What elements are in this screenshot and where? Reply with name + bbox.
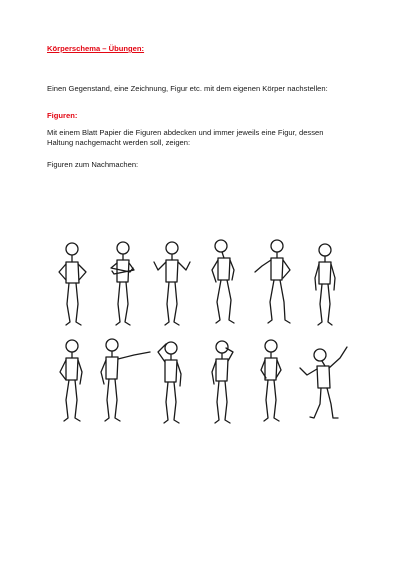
stick-figure-hand-behind-head xyxy=(158,342,181,423)
stick-figure-standing-relaxed xyxy=(315,244,335,325)
stick-figure-dancing xyxy=(300,347,347,418)
stick-figure-arms-crossed xyxy=(111,242,134,325)
stick-figure-shrugging xyxy=(154,242,190,325)
stick-figure-arms-behind-back xyxy=(261,340,281,421)
page-title: Körperschema – Übungen: xyxy=(47,44,145,53)
stick-figure-pointing-right xyxy=(101,339,150,421)
figures-label: Figuren zum Nachmachen: xyxy=(47,160,139,169)
stick-figure-hand-on-hip xyxy=(60,340,82,421)
stick-figure-hands-on-hips xyxy=(59,243,86,325)
instruction-paragraph: Mit einem Blatt Papier die Figuren abdecken und immer jeweils eine Figur, dessen Haltung nachgemacht werden soll, zeigen: xyxy=(47,128,324,147)
stick-figure-hand-on-face xyxy=(212,341,233,423)
intro-paragraph: Einen Gegenstand, eine Zeichnung, Figur etc. mit dem eigenen Körper nachstellen: xyxy=(47,84,328,93)
stick-figure-leaning xyxy=(212,240,234,323)
stick-figure-hand-on-hip-pointing xyxy=(255,240,290,323)
figures-heading: Figuren: xyxy=(47,111,78,120)
